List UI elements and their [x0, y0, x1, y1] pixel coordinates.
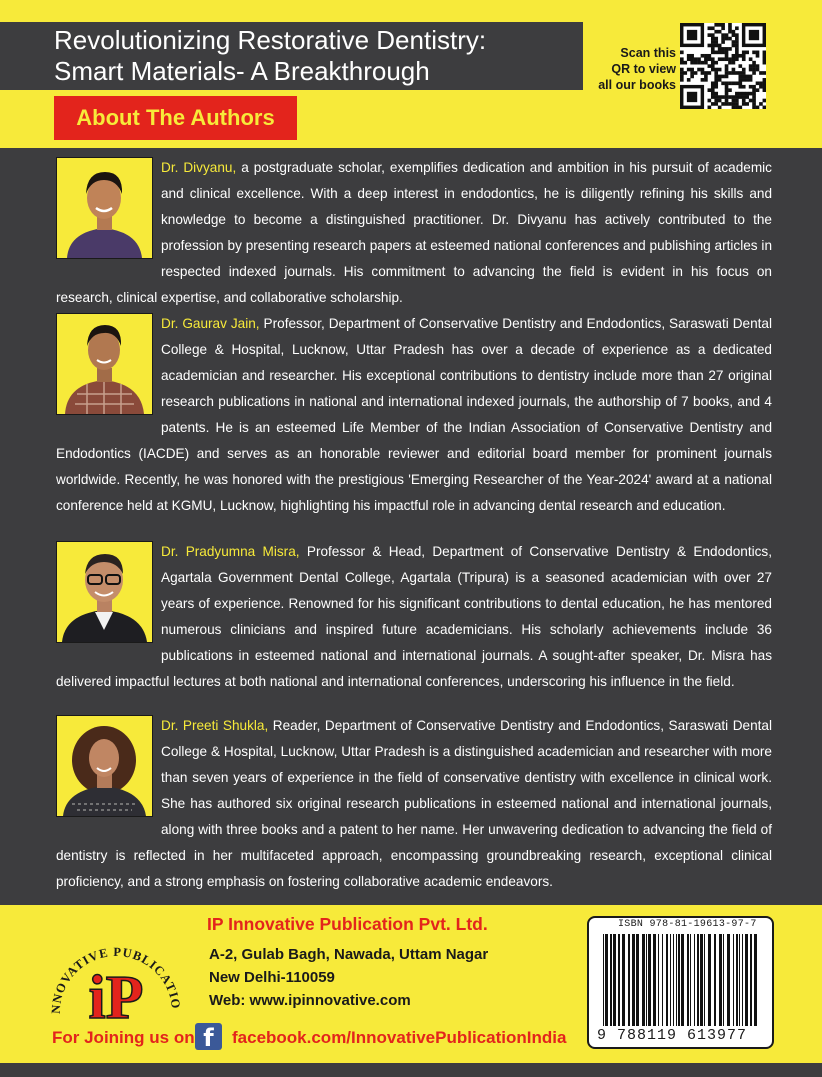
- author-gaurav-jain: [56, 311, 772, 519]
- author-name-pradyumna-misra: Dr. Pradyumna Misra,: [161, 544, 300, 559]
- qr-caption: [588, 45, 676, 93]
- author-pradyumna-misra: [56, 539, 772, 695]
- author-bio-pradyumna-misra: [56, 539, 772, 695]
- author-bio-gaurav-jain: [56, 311, 772, 519]
- qr-caption-line-1: Scan this: [620, 46, 676, 60]
- publisher-logo: [46, 920, 186, 1026]
- author-divyanu: [56, 155, 772, 311]
- author-name-gaurav-jain: Dr. Gaurav Jain,: [161, 316, 260, 331]
- barcode-number: 9 788119 613977: [597, 1027, 748, 1044]
- publisher-website[interactable]: Web: www.ipinnovative.com: [209, 992, 411, 1009]
- publisher-address-line-1: A-2, Gulab Bagh, Nawada, Uttam Nagar: [209, 946, 489, 963]
- publisher-name: IP Innovative Publication Pvt. Ltd.: [207, 914, 488, 934]
- logo-letters: iP: [88, 964, 144, 1026]
- isbn-label: ISBN 978-81-19613-97-7: [618, 919, 757, 930]
- author-text-pradyumna-misra: Professor & Head, Department of Conservative Dentistry & Endodontics, Agartala Government Dental College, Agartala (Tripura) is a seasoned academician with over 27 years of experience. Renowned for his significant contributions to dental education, he has mentored numerous clinicians and inspired future academicians. His scholarly achievements include 36 publications in esteemed national and international journals. A sought-after speaker, Dr. Misra has delivered impactful lectures at both national and international conferences, underscoring his influence in the field.: [56, 544, 772, 689]
- qr-code[interactable]: [680, 23, 766, 109]
- qr-caption-line-2: QR to view: [611, 62, 676, 76]
- author-name-divyanu: Dr. Divyanu,: [161, 160, 237, 175]
- author-photo-preeti-shukla: [56, 715, 153, 817]
- facebook-link[interactable]: facebook.com/InnovativePublicationIndia: [232, 1028, 567, 1047]
- author-bio-divyanu: [56, 155, 772, 311]
- book-title: [0, 22, 583, 90]
- author-text-preeti-shukla: Reader, Department of Conservative Dentistry and Endodontics, Saraswati Dental College & Hospital, Lucknow, Uttar Pradesh is a distinguished academician and researcher with more than seven years of experience in the field of conservative dentistry with excellence in clinical work. She has authored six original research publications in esteemed national and international journals, along with three books and a patent to her name. Her unwavering dedication to advancing the field of dentistry is reflected in her multifaceted approach, encompassing groundbreaking research, exceptional clinical proficiency, and a strong emphasis on fostering collaborative academic endeavors.: [56, 718, 773, 889]
- author-name-preeti-shukla: Dr. Preeti Shukla,: [161, 718, 269, 733]
- join-label: For Joining us on: [52, 1028, 195, 1047]
- qr-caption-line-3: all our books: [598, 78, 676, 92]
- author-preeti-shukla: [56, 713, 772, 895]
- bottom-strip: [0, 1063, 822, 1077]
- author-text-divyanu: a postgraduate scholar, exemplifies dedication and ambition in his pursuit of academic and clinical excellence. With a deep interest in endodontics, he is diligently refining his skills and knowledge to become a distinguished practitioner. Dr. Divyanu has actively contributed to the profession by presenting research papers at esteemed national conferences and publishing articles in respected indexed journals. His commitment to advancing the field is evident in his focus on research, clinical expertise, and collaborative scholarship.: [56, 160, 772, 305]
- publisher-address-line-2: New Delhi-110059: [209, 969, 335, 986]
- facebook-icon[interactable]: f: [195, 1023, 222, 1050]
- about-the-authors-banner: About The Authors: [54, 96, 297, 140]
- author-bio-preeti-shukla: [56, 713, 772, 895]
- book-title-line-1: Revolutionizing Restorative Dentistry:: [54, 25, 487, 55]
- author-photo-pradyumna-misra: [56, 541, 153, 643]
- qr-code-graphic: [680, 23, 766, 109]
- author-photo-divyanu: [56, 157, 153, 259]
- logo-arc-text: NNOVATIVE PUBLICATIO: [48, 944, 184, 1015]
- book-title-line-2: Smart Materials- A Breakthrough: [54, 56, 430, 86]
- author-text-gaurav-jain: Professor, Department of Conservative Dentistry and Endodontics, Saraswati Dental College & Hospital, Lucknow, Uttar Pradesh has over a decade of experience as a dedicated academician and researcher. His exceptional contributions to dentistry include more than 27 original research publications in national and international indexed journals, the authorship of 7 books, and 4 patents. He is an esteemed Life Member of the Indian Association of Conservative Dentistry and Endodontics (IACDE) and serves as an honorable reviewer and editorial board member for prominent journals worldwide. Recently, he was honored with the prestigious 'Emerging Researcher of the Year-2024' award at a national conference held at KGMU, Lucknow, highlighting his impactful role in advancing dental research and education.: [56, 316, 772, 513]
- author-photo-gaurav-jain: [56, 313, 153, 415]
